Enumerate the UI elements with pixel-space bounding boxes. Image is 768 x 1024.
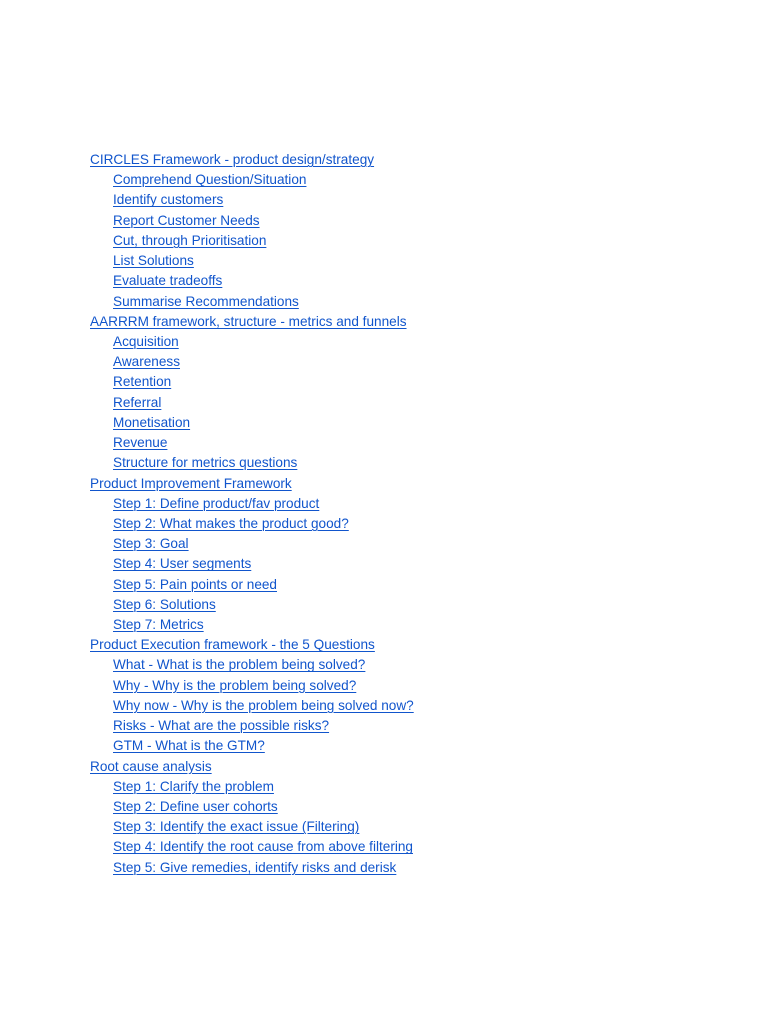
toc-item — [90, 372, 690, 392]
toc-link-pi-step-1[interactable]: Step 1: Define product/fav product — [113, 495, 320, 511]
toc-link-aarrrm-framework[interactable]: AARRRM framework, structure - metrics and funnels — [90, 313, 407, 329]
toc-link-revenue[interactable]: Revenue — [113, 435, 168, 451]
toc-link-pi-step-6[interactable]: Step 6: Solutions — [113, 596, 216, 612]
toc-item — [90, 716, 690, 736]
toc-link-root-cause-analysis[interactable]: Root cause analysis — [90, 758, 212, 774]
toc-link-referral[interactable]: Referral — [113, 394, 162, 410]
toc-item — [90, 211, 690, 231]
toc-item — [90, 676, 690, 696]
toc-link-rca-step-4[interactable]: Step 4: Identify the root cause from above filtering — [113, 839, 413, 855]
toc-item — [90, 575, 690, 595]
toc-link-pe-what[interactable]: What - What is the problem being solved? — [113, 657, 366, 673]
toc-item — [90, 292, 690, 312]
toc-item — [90, 736, 690, 756]
toc-link-rca-step-2[interactable]: Step 2: Define user cohorts — [113, 799, 278, 814]
toc-link-cut-prioritisation[interactable]: Cut, through Prioritisation — [113, 232, 267, 248]
toc-link-pe-gtm[interactable]: GTM - What is the GTM? — [113, 738, 265, 754]
toc-item — [90, 352, 690, 372]
toc-link-circles-framework[interactable]: CIRCLES Framework - product design/strategy — [90, 152, 375, 167]
toc-link-pi-step-2[interactable]: Step 2: What makes the product good? — [113, 515, 349, 531]
toc-link-report-needs[interactable]: Report Customer Needs — [113, 212, 260, 228]
toc-item — [90, 655, 690, 675]
toc-link-monetisation[interactable]: Monetisation — [113, 414, 191, 430]
toc-link-acquisition[interactable]: Acquisition — [113, 333, 179, 349]
toc-item — [90, 332, 690, 352]
toc-link-comprehend[interactable]: Comprehend Question/Situation — [113, 172, 307, 188]
toc-item — [90, 777, 690, 797]
toc-section-aarrrm — [90, 312, 690, 332]
toc-link-product-improvement-framework[interactable]: Product Improvement Framework — [90, 475, 292, 491]
toc-link-rca-step-3[interactable]: Step 3: Identify the exact issue (Filtering) — [113, 819, 360, 835]
toc-link-pe-why-now[interactable]: Why now - Why is the problem being solved now? — [113, 697, 414, 713]
toc-item — [90, 696, 690, 716]
toc-item — [90, 494, 690, 514]
toc-link-retention[interactable]: Retention — [113, 374, 172, 390]
toc-link-pe-why[interactable]: Why - Why is the problem being solved? — [113, 677, 357, 693]
toc-item — [90, 837, 690, 857]
toc-item — [90, 554, 690, 574]
toc-item — [90, 271, 690, 291]
table-of-contents — [90, 150, 690, 878]
toc-item — [90, 615, 690, 635]
toc-link-identify-customers[interactable]: Identify customers — [113, 192, 224, 208]
toc-link-pi-step-3[interactable]: Step 3: Goal — [113, 536, 189, 552]
toc-section-circles — [90, 150, 690, 170]
toc-link-product-execution-framework[interactable]: Product Execution framework - the 5 Questions — [90, 637, 375, 653]
toc-item — [90, 858, 690, 878]
toc-item — [90, 453, 690, 473]
toc-link-rca-step-1[interactable]: Step 1: Clarify the problem — [113, 778, 274, 794]
toc-link-evaluate-tradeoffs[interactable]: Evaluate tradeoffs — [113, 273, 223, 289]
toc-section-product-improvement — [90, 474, 690, 494]
toc-link-pi-step-7[interactable]: Step 7: Metrics — [113, 617, 204, 633]
toc-link-list-solutions[interactable]: List Solutions — [113, 253, 194, 269]
toc-item — [90, 817, 690, 837]
toc-item — [90, 797, 690, 817]
toc-item — [90, 170, 690, 190]
toc-link-summarise-recommendations[interactable]: Summarise Recommendations — [113, 293, 299, 309]
toc-item — [90, 514, 690, 534]
toc-link-pi-step-5[interactable]: Step 5: Pain points or need — [113, 576, 277, 592]
toc-item — [90, 251, 690, 271]
toc-link-pi-step-4[interactable]: Step 4: User segments — [113, 556, 252, 572]
toc-link-awareness[interactable]: Awareness — [113, 354, 180, 370]
toc-item — [90, 190, 690, 210]
toc-link-metrics-structure[interactable]: Structure for metrics questions — [113, 455, 298, 471]
toc-item — [90, 231, 690, 251]
toc-item — [90, 433, 690, 453]
toc-item — [90, 413, 690, 433]
toc-item — [90, 595, 690, 615]
toc-link-pe-risks[interactable]: Risks - What are the possible risks? — [113, 718, 330, 734]
toc-section-product-execution — [90, 635, 690, 655]
toc-item — [90, 534, 690, 554]
toc-section-root-cause — [90, 757, 690, 777]
toc-item — [90, 393, 690, 413]
toc-link-rca-step-5[interactable]: Step 5: Give remedies, identify risks and derisk — [113, 859, 397, 875]
